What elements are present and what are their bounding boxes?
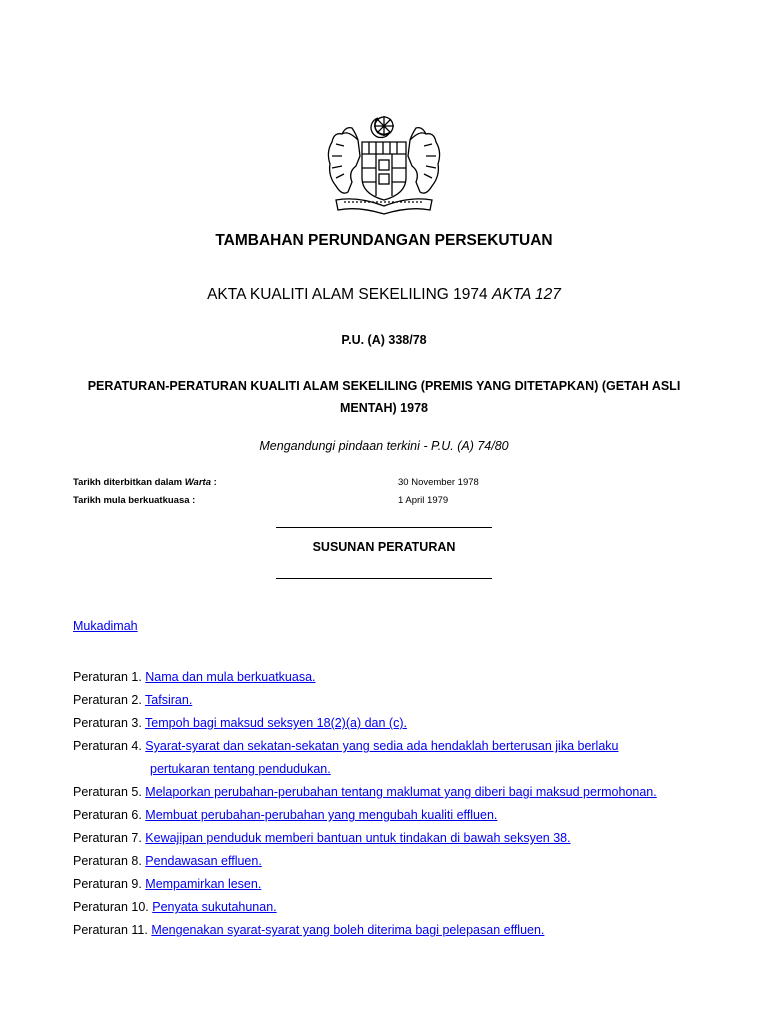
published-date-value: 30 November 1978 xyxy=(398,477,479,488)
published-label-text: Tarikh diterbitkan dalam xyxy=(73,477,185,488)
regulation-link[interactable]: Syarat-syarat dan sekatan-sekatan yang sedia ada hendaklah berterusan jika berlaku xyxy=(145,739,619,753)
regulation-list xyxy=(73,666,657,942)
regulation-link[interactable]: Tafsiran. xyxy=(145,693,193,707)
list-item xyxy=(73,873,657,896)
regulation-number: Peraturan 9. xyxy=(73,877,142,891)
regulation-link[interactable]: Nama dan mula berkuatkuasa. xyxy=(145,670,316,684)
preamble-link[interactable]: Mukadimah xyxy=(73,619,138,633)
published-date-label xyxy=(73,477,217,488)
act-number: AKTA 127 xyxy=(491,286,561,303)
list-item xyxy=(73,827,657,850)
divider-bottom xyxy=(276,578,492,579)
list-item xyxy=(73,712,657,735)
list-item xyxy=(73,896,657,919)
act-heading xyxy=(0,286,768,304)
list-item xyxy=(73,781,657,804)
list-item xyxy=(73,735,657,758)
pu-number: P.U. (A) 338/78 xyxy=(341,333,427,347)
regulation-number: Peraturan 8. xyxy=(73,854,142,868)
list-item-continuation xyxy=(73,758,657,781)
regulation-number: Peraturan 1. xyxy=(73,670,142,684)
regulation-link[interactable]: Mengenakan syarat-syarat yang boleh diterima bagi pelepasan effluen. xyxy=(151,923,545,937)
regulation-link[interactable]: Melaporkan perubahan-perubahan tentang maklumat yang diberi bagi maksud permohonan. xyxy=(145,785,657,799)
regulation-number: Peraturan 4. xyxy=(73,739,142,753)
regulation-number: Peraturan 6. xyxy=(73,808,142,822)
regulation-link[interactable]: Kewajipan penduduk memberi bantuan untuk tindakan di bawah seksyen 38. xyxy=(145,831,571,845)
effective-date-label: Tarikh mula berkuatkuasa : xyxy=(73,495,196,506)
act-name: AKTA KUALITI ALAM SEKELILING 1974 xyxy=(207,286,488,303)
regulation-link[interactable]: Pendawasan effluen. xyxy=(145,854,262,868)
regulation-number: Peraturan 10. xyxy=(73,900,149,914)
list-item xyxy=(73,850,657,873)
regulation-link[interactable]: Tempoh bagi maksud seksyen 18(2)(a) dan (c). xyxy=(145,716,407,730)
list-item xyxy=(73,666,657,689)
divider-top xyxy=(276,527,492,528)
list-item xyxy=(73,919,657,942)
arrangement-heading: SUSUNAN PERATURAN xyxy=(312,540,456,554)
effective-date-value: 1 April 1979 xyxy=(398,495,449,506)
regulation-link[interactable]: Mempamirkan lesen. xyxy=(145,877,262,891)
regulation-number: Peraturan 2. xyxy=(73,693,142,707)
list-item xyxy=(73,689,657,712)
regulation-link[interactable]: Membuat perubahan-perubahan yang mengubah kualiti effluen. xyxy=(145,808,498,822)
regulation-title: PERATURAN-PERATURAN KUALITI ALAM SEKELILING (PREMIS YANG DITETAPKAN) (GETAH ASLI MENTAH) 1978 xyxy=(87,379,681,415)
regulation-link[interactable]: Penyata sukutahunan. xyxy=(152,900,277,914)
document-title: TAMBAHAN PERUNDANGAN PERSEKUTUAN xyxy=(215,232,553,249)
regulation-number: Peraturan 5. xyxy=(73,785,142,799)
regulation-number: Peraturan 3. xyxy=(73,716,142,730)
amendment-note: Mengandungi pindaan terkini - P.U. (A) 74/80 xyxy=(259,439,509,453)
published-label-colon: : xyxy=(210,477,217,488)
regulation-number: Peraturan 11. xyxy=(73,923,148,937)
published-label-italic: Warta xyxy=(184,477,211,488)
list-item xyxy=(73,804,657,827)
regulation-number: Peraturan 7. xyxy=(73,831,142,845)
regulation-link-continuation[interactable]: pertukaran tentang pendudukan. xyxy=(150,762,331,776)
coat-of-arms-emblem xyxy=(318,112,450,220)
